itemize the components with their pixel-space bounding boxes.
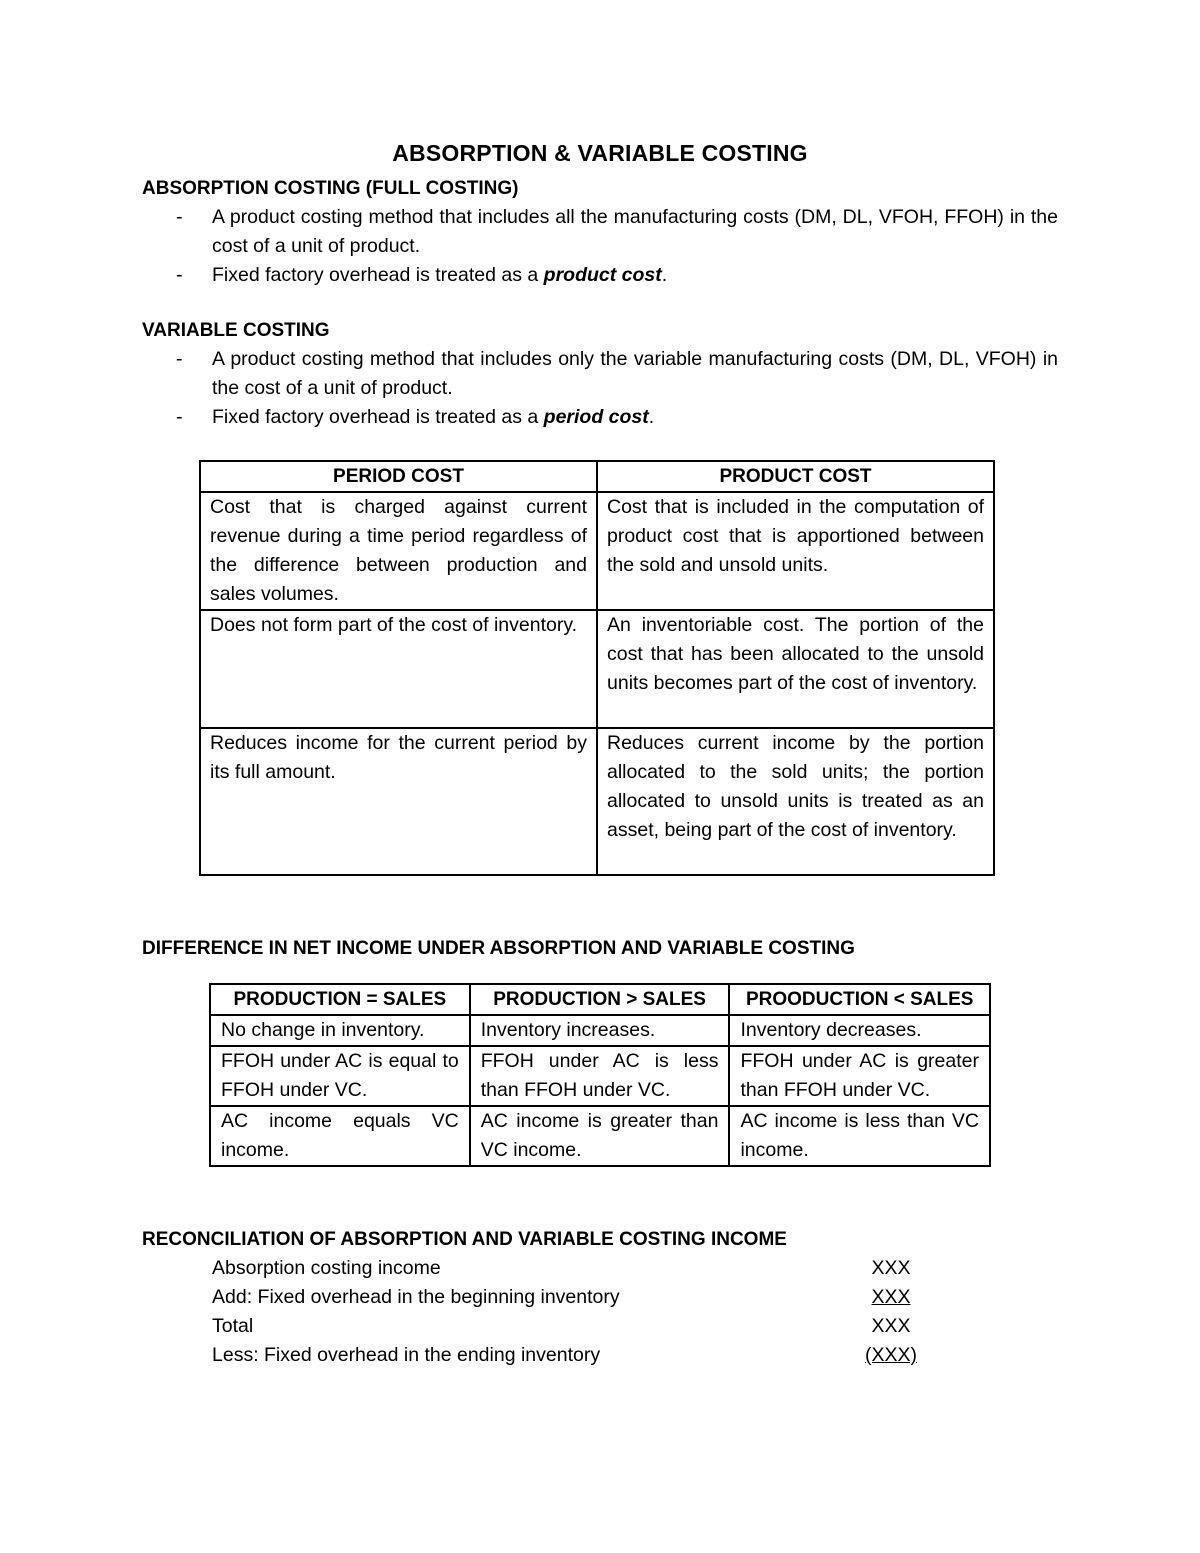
document-title: ABSORPTION & VARIABLE COSTING — [392, 140, 808, 166]
variable-bullet-2 — [142, 403, 1058, 432]
difference-table — [209, 983, 991, 1167]
table-cell: Inventory increases. — [470, 1015, 730, 1046]
variable-bullet-2-prefix: Fixed factory overhead is treated as a — [212, 406, 544, 428]
variable-bullet-1: - A product costing method that includes only the variable manufacturing costs (DM, DL, VFOH) in the cost of a unit of product. — [142, 345, 1058, 403]
reconciliation-label: Add: Fixed overhead in the beginning inventory — [212, 1286, 620, 1308]
absorption-section — [142, 174, 1058, 290]
table-cell: FFOH under AC is less than FFOH under VC. — [470, 1046, 730, 1106]
reconciliation-amount: XXX — [871, 1257, 911, 1279]
table-header-cell: PRODUCTION > SALES — [470, 984, 730, 1015]
table-row — [210, 1015, 990, 1046]
table-header-row — [210, 984, 990, 1015]
reconciliation-line — [212, 1312, 912, 1341]
table-row — [200, 728, 994, 875]
reconciliation-amount: (XXX) — [864, 1344, 917, 1366]
absorption-bullet-2-suffix: . — [661, 264, 668, 286]
reconciliation-line — [212, 1283, 912, 1312]
reconciliation-line — [212, 1341, 917, 1370]
table-cell: Cost that is charged against current revenue during a time period regardless of the difference between production and sales volumes. — [200, 492, 597, 610]
table-row — [200, 492, 994, 610]
variable-list — [142, 345, 1058, 432]
absorption-bullet-2-prefix: Fixed factory overhead is treated as a — [212, 264, 544, 286]
absorption-list — [142, 203, 1058, 290]
table-row — [210, 1106, 990, 1166]
variable-bullet-2-suffix: . — [648, 406, 655, 428]
absorption-bullet-1: - A product costing method that includes all the manufacturing costs (DM, DL, VFOH, FFOH) in the cost of a unit of product. — [142, 203, 1058, 261]
period-product-cost-table — [199, 460, 995, 876]
absorption-heading: ABSORPTION COSTING (FULL COSTING) — [142, 178, 519, 199]
reconciliation-heading: RECONCILIATION OF ABSORPTION AND VARIABLE COSTING INCOME — [142, 1229, 787, 1250]
table-header-cell: PERIOD COST — [200, 461, 597, 492]
difference-heading: DIFFERENCE IN NET INCOME UNDER ABSORPTION AND VARIABLE COSTING — [142, 938, 855, 959]
table-cell: AC income is greater than VC income. — [470, 1106, 730, 1166]
table-cell: Inventory decreases. — [729, 1015, 990, 1046]
variable-heading: VARIABLE COSTING — [142, 320, 330, 341]
table-header-cell: PRODUCT COST — [597, 461, 994, 492]
table-header-cell: PRODUCTION = SALES — [210, 984, 470, 1015]
table-cell: AC income equals VC income. — [210, 1106, 470, 1166]
document-page — [142, 140, 1058, 1370]
reconciliation-label: Less: Fixed overhead in the ending inventory — [212, 1344, 601, 1366]
table-row — [210, 1046, 990, 1106]
variable-bullet-2-emphasis: period cost — [543, 406, 649, 428]
reconciliation-amount: XXX — [871, 1315, 911, 1337]
absorption-bullet-2-emphasis: product cost — [543, 264, 662, 286]
table-cell: No change in inventory. — [210, 1015, 470, 1046]
table-cell: AC income is less than VC income. — [729, 1106, 990, 1166]
table-cell: Cost that is included in the computation of product cost that is apportioned between the sold and unsold units. — [597, 492, 994, 610]
table-header-cell: PROODUCTION < SALES — [729, 984, 990, 1015]
absorption-bullet-2 — [142, 261, 1058, 290]
table-header-row — [200, 461, 994, 492]
table-cell: Does not form part of the cost of inventory. — [200, 610, 597, 728]
table-cell: FFOH under AC is equal to FFOH under VC. — [210, 1046, 470, 1106]
table-cell: FFOH under AC is greater than FFOH under VC. — [729, 1046, 990, 1106]
table-cell: Reduces income for the current period by its full amount. — [200, 728, 597, 875]
table-row — [200, 610, 994, 728]
reconciliation-label: Total — [212, 1315, 254, 1337]
table-cell: An inventoriable cost. The portion of the cost that has been allocated to the unsold units becomes part of the cost of inventory. — [597, 610, 994, 728]
reconciliation-amount: XXX — [871, 1286, 911, 1308]
table-cell: Reduces current income by the portion allocated to the sold units; the portion allocated to unsold units is treated as an asset, being part of the cost of inventory. — [597, 728, 994, 875]
reconciliation-schedule — [212, 1254, 917, 1370]
variable-section — [142, 316, 1058, 432]
reconciliation-label: Absorption costing income — [212, 1257, 441, 1279]
reconciliation-line — [212, 1254, 912, 1283]
